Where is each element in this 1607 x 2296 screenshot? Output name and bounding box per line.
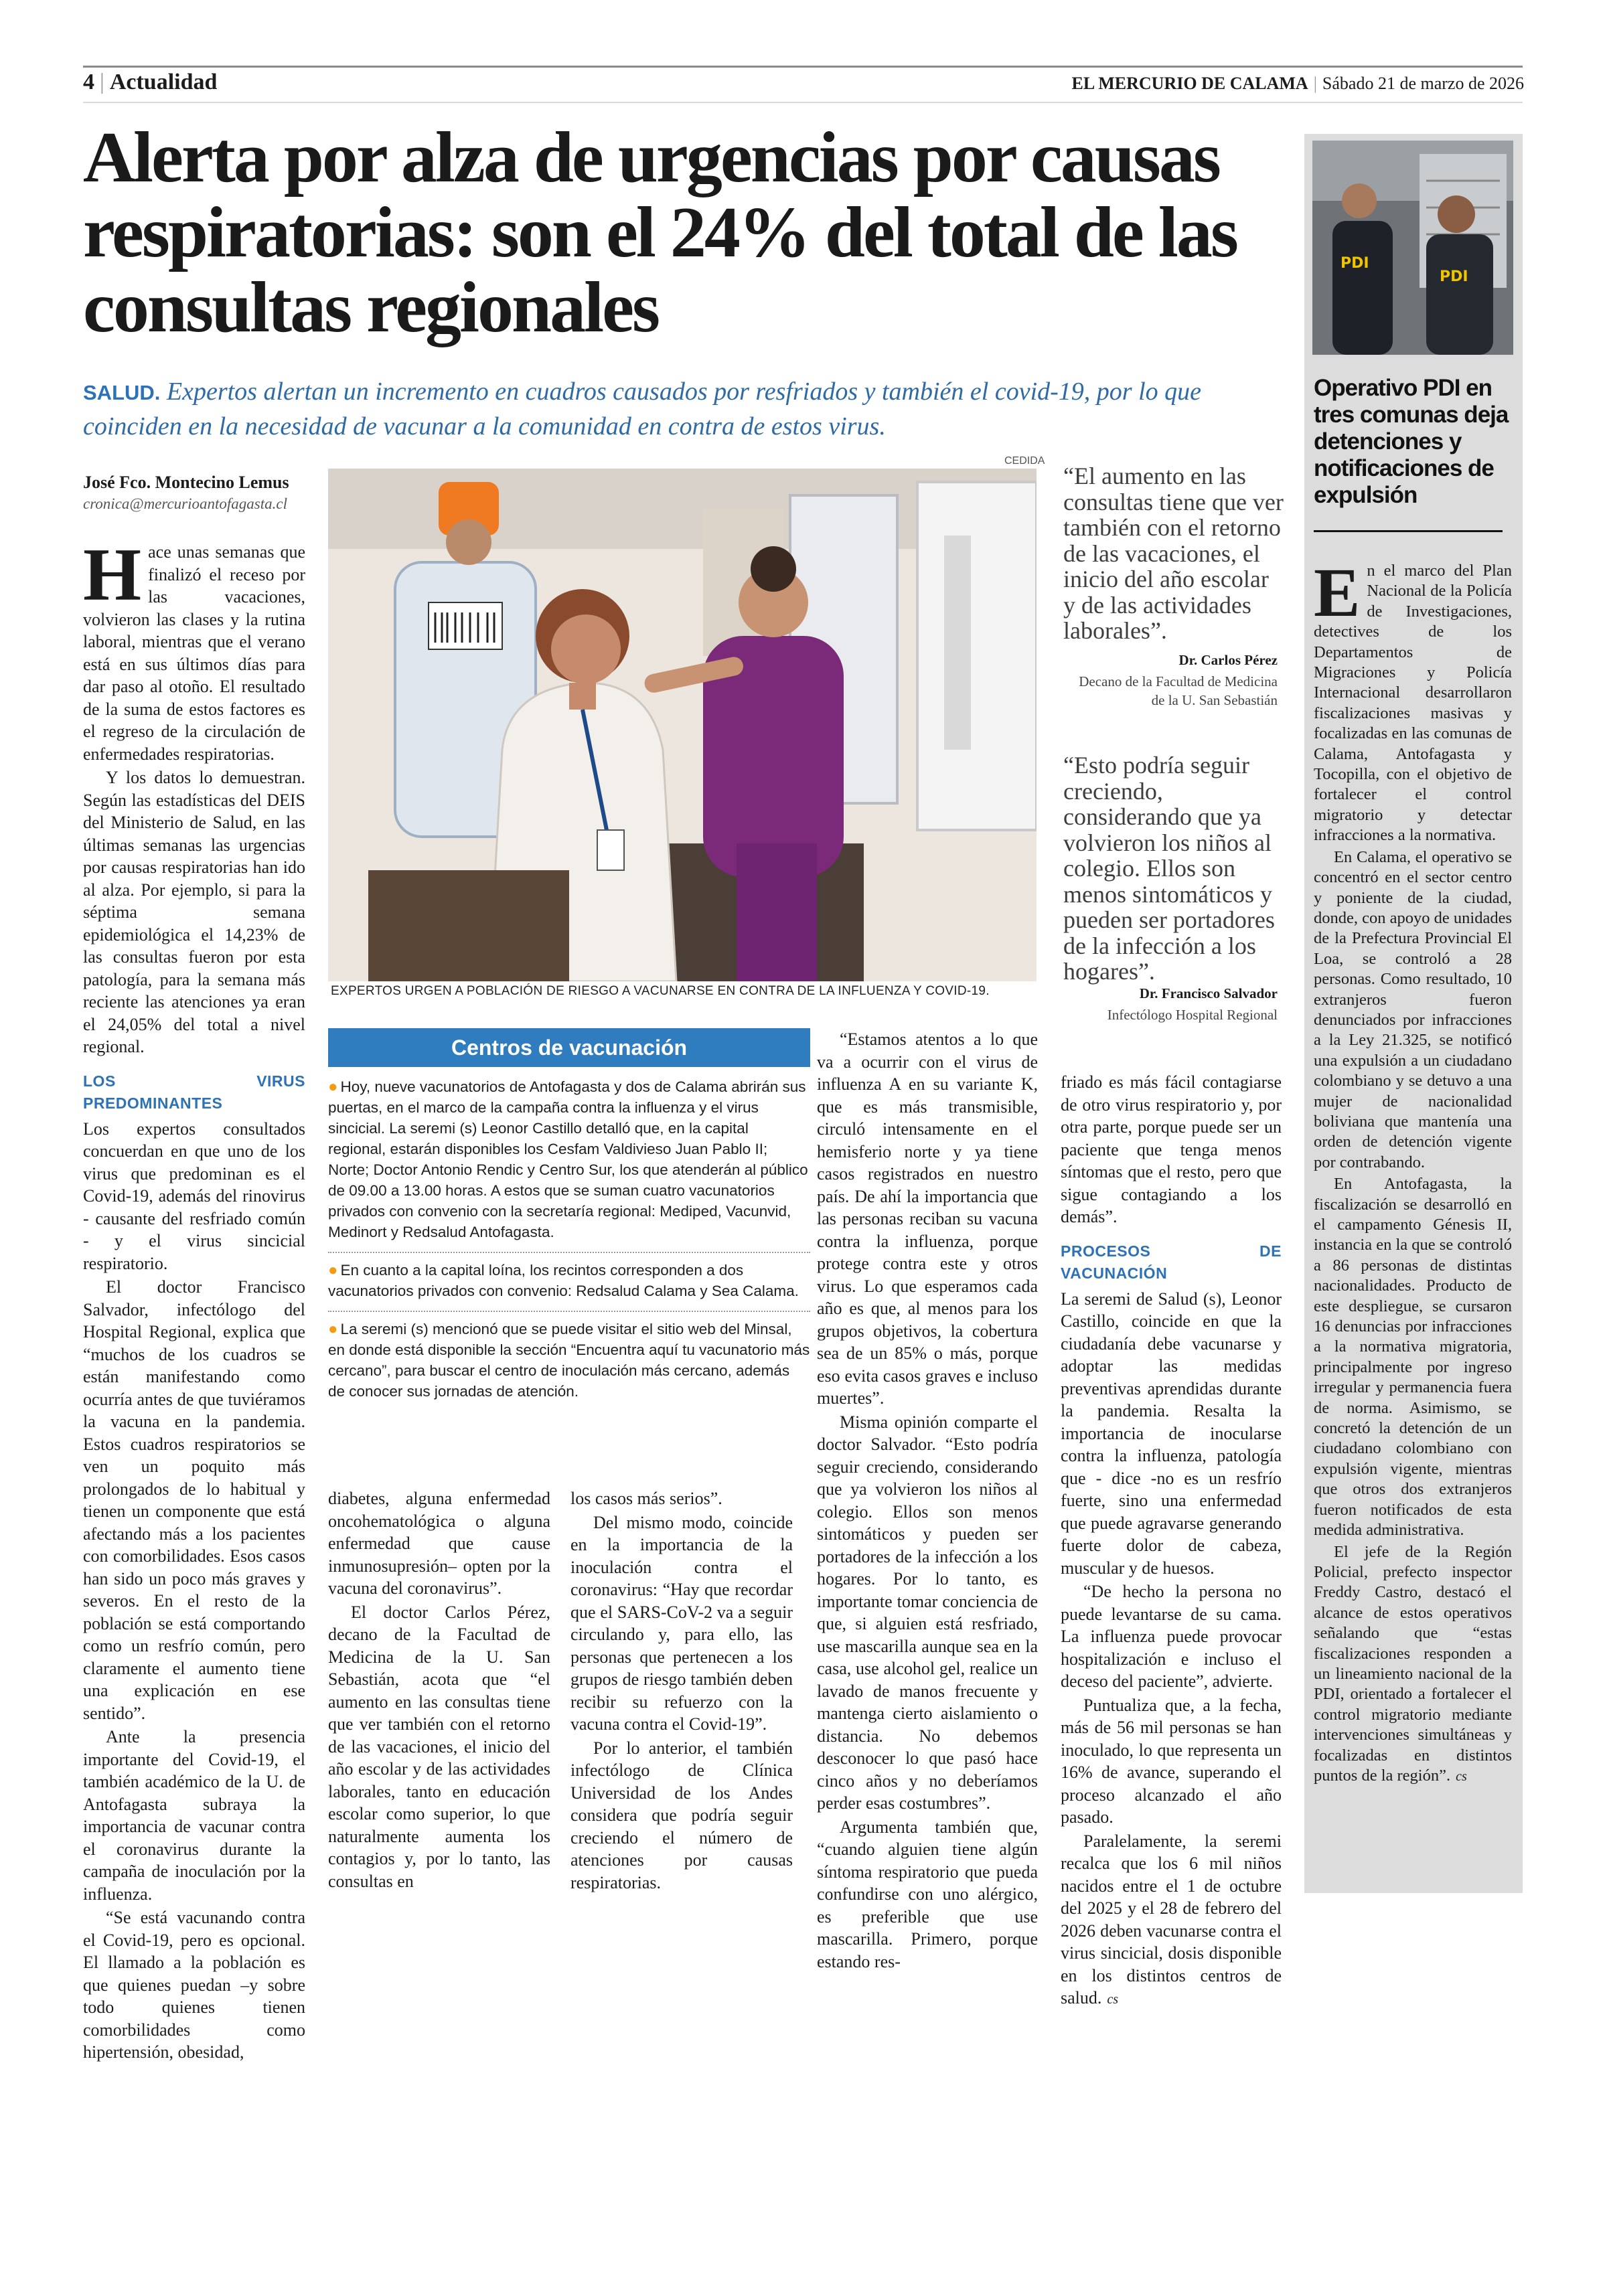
bullet-dot-icon: ●	[328, 1078, 338, 1096]
dateline: EL MERCURIO DE CALAMA | Sábado 21 de marzo de 2026	[1071, 74, 1524, 93]
end-mark-icon: cs	[1456, 1769, 1467, 1784]
photo-caption: EXPERTOS URGEN A POBLACIÓN DE RIESGO A VACUNARSE EN CONTRA DE LA INFLUENZA Y COVID-19.	[331, 984, 990, 998]
paragraph: Paralelamente, la seremi recalca que los 6 mil niños nacidos entre el 1 de octubre del 2025 y el 28 de febrero del 2026 deben vacunarse contra el virus sincicial, dosis disponible en los distintos centros de salud. cs	[1061, 1831, 1282, 2007]
article-column-1	[83, 534, 305, 2065]
vaccination-photo	[328, 469, 1037, 981]
bullet-dot-icon: ●	[328, 1320, 338, 1338]
paragraph: “Estamos atentos a lo que va a ocurrir con el virus de influenza A en su variante K, que es más transmisible, circuló intensamente en el hemisferio norte y ya tiene casos registrados en nuestro país. De ahí la importancia que las personas reciban su vacuna contra la influenza, porque protege contra este y otros virus. Lo que esperamos cada año es que, al menos para los grupos objetivos, la cobertura sea de un 85% o más, porque eso evita casos graves e incluso muertes”.	[817, 1030, 1038, 1408]
drop-cap: H	[83, 534, 142, 617]
paragraph: Ante la presencia importante del Covid-19, el también académico de la U. de Antofagasta subraya la importancia de vacunar contra el coronavirus durante la campaña de inoculación por la influenza.	[83, 1727, 305, 1904]
deck	[83, 375, 1282, 443]
pull-quote-2: “Esto podría seguir creciendo, considerando que ya volvieron los niños al colegio. Ellos son menos sintomáticos y pueden ser portadores de la infección a los hogares”.	[1063, 752, 1275, 985]
pdi-photo	[1312, 141, 1513, 355]
paragraph: Por lo anterior, el también infectólogo de Clínica Universidad de los Andes considera que podría seguir creciendo el número de atenciones por causas respiratorias.	[570, 1738, 793, 1892]
pdi-vest-label-2: PDI	[1440, 268, 1468, 285]
article-column-4	[817, 1028, 1038, 1974]
pull-quote-1: “El aumento en las consultas tiene que ver también con el retorno de las vacaciones, el inicio del año escolar y de las actividades laborales”.	[1063, 463, 1284, 644]
end-mark-icon: cs	[1107, 1992, 1119, 2007]
article-column-3	[570, 1487, 793, 1895]
vaccination-illustration	[328, 469, 1037, 981]
quote-2-name: Dr. Francisco Salvador	[1139, 985, 1278, 1001]
photo-credit: CEDIDA	[1004, 455, 1045, 467]
author-email: cronica@mercurioantofagasta.cl	[83, 495, 287, 512]
paragraph: El doctor Francisco Salvador, infectólogo del Hospital Regional, explica que “muchos de los cuadros se están manifestando como ocurría antes de que tuviéramos la vacuna en la pandemia. Estos cuadros respiratorios se ven un poquito más prolongados de lo habitual y tienen un componente que está afectando más a los pacientes con comorbilidades. Esos casos han sido un poco más graves y severos. En el resto de la población se está comportando como un resfrío común, pero claramente el aumento tiene una explicación en ese sentido”.	[83, 1277, 305, 1723]
paragraph: El doctor Carlos Pérez, decano de la Facultad de Medicina de la U. San Sebastián, acota que “el aumento en las consultas tiene que ver también con el retorno de las vacaciones, el inicio del año escolar y de las actividades laborales, tanto en educación escolar como superior, lo que naturalmente aumenta los contagios y, por lo tanto, las consultas en	[328, 1602, 550, 1891]
sidebar-title: Operativo PDI en tres comunas deja detenciones y notificaciones de expulsión	[1314, 375, 1509, 508]
top-rule	[83, 66, 1523, 68]
vaccination-centers-box-title: Centros de vacunación	[328, 1028, 810, 1067]
vaccination-centers-box	[328, 1067, 810, 1411]
publication-date: Sábado 21 de marzo de 2026	[1322, 74, 1524, 93]
byline: José Fco. Montecino Lemus	[83, 473, 289, 492]
deck-text: Expertos alertan un incremento en cuadros causados por resfriados y también el covid-19, por lo que coinciden en la necesidad de vacunar a la comunidad en contra de estos virus.	[83, 378, 1201, 440]
article-column-5	[1061, 1071, 1282, 2013]
bullet-dot-icon: ●	[328, 1261, 338, 1279]
sidebar-rule	[1314, 530, 1503, 532]
quote-1-name: Dr. Carlos Pérez	[1178, 652, 1278, 668]
pdi-officers-illustration	[1312, 141, 1513, 355]
pdi-vest-label-1: PDI	[1341, 255, 1369, 272]
drop-cap: E	[1314, 554, 1361, 631]
kicker: SALUD.	[83, 381, 161, 404]
box-bullet: ● En cuanto a la capital loína, los recintos corresponden a dos vacunatorios privados con convenio: Redsalud Calama y Sea Calama.	[328, 1252, 810, 1301]
subhead-virus: LOS VIRUS PREDOMINANTES	[83, 1072, 305, 1112]
header-rule	[83, 102, 1523, 103]
headline: Alerta por alza de urgencias por causas respiratorias: son el 24% del total de las consultas regionales	[83, 118, 1237, 347]
paragraph: El jefe de la Región Policial, prefecto inspector Freddy Castro, destacó el alcance de estos operativos señalando que “estas fiscalizaciones responden a un lineamiento nacional de la PDI, orientado a fortalecer el control migratorio mediante intervenciones simultáneas y focalizadas en distintos puntos de la región”. cs	[1314, 1542, 1512, 1785]
paragraph: Los expertos consultados concuerdan en que uno de los virus que predominan es el Covid-19, además del rinovirus - causante del resfriado común - y el virus sincicial respiratorio.	[83, 1119, 305, 1273]
paragraph: Argumenta también que, “cuando alguien tiene algún síntoma respiratorio que pueda confundirse con uno alérgico, es preferible que use mascarilla. Primero, porque estando res-	[817, 1817, 1038, 1971]
paragraph: Del mismo modo, coincide en la importancia de la inoculación contra el coronavirus: “Hay que recordar que el SARS-CoV-2 va a seguir circulando y, para ello, las personas que pertenecen a los grupos de riesgo también deben recibir su refuerzo con la vacuna contra el Covid-19”.	[570, 1512, 793, 1734]
paragraph: diabetes, alguna enfermedad oncohematológica o alguna enfermedad que cause inmunosupresión– opten por la vacuna del coronavirus”.	[328, 1489, 550, 1598]
article-column-2	[328, 1487, 550, 1894]
section-name: Actualidad	[109, 70, 218, 94]
paragraph: Hace unas semanas que finalizó el receso por las vacaciones, volvieron las clases y la rutina laboral, mientras que el verano está en sus últimos días para dar paso al otoño. El resultado de la suma de estos factores es el regreso de la circulación de enfermedades respiratorias.	[83, 534, 305, 764]
paragraph: Misma opinión comparte el doctor Salvador. “Esto podría seguir creciendo, considerando que ya volvieron los niños al colegio. Ellos son menos sintomáticos y pueden ser portadores de la infección a los hogares. Por lo tanto, es importante tomar conciencia de que, si alguien está resfriado, use mascarilla aunque sea en la casa, use alcohol gel, realice un lavado de manos frecuente y mantenga cierto aislamiento o distancia. No debemos desconocer lo que pasó hace cinco años y no deberíamos perder esas costumbres”.	[817, 1412, 1038, 1813]
paragraph: “De hecho la persona no puede levantarse de su cama. La influenza puede provocar hospitalización e incluso el deceso del paciente”, advierte.	[1061, 1582, 1282, 1691]
paragraph: Puntualiza que, a la fecha, más de 56 mil personas se han inoculado, lo que representa un 16% de avance, superando el proceso alcanzado el año pasado.	[1061, 1695, 1282, 1827]
paragraph: los casos más serios”.	[570, 1489, 722, 1508]
paragraph: En Antofagasta, la fiscalización se desarrolló en el campamento Génesis II, instancia en la que se controló a 86 personas de distintas nacionalidades. Producto de este despliegue, se cursaron 16 denuncias por infracciones a la normativa migratoria, principalmente por ingreso irregular y permanencia fuera de norma. Asimismo, se concretó la detención de un ciudadano colombiano con expulsión vigente, mientras que otros dos extranjeros fueron notificados de esta medida administrativa.	[1314, 1175, 1512, 1540]
quote-2-title: Infectólogo Hospital Regional	[1107, 1007, 1278, 1023]
page-number: 4	[83, 70, 94, 94]
paragraph: friado es más fácil contagiarse de otro virus respiratorio y, por otra parte, porque puede ser un paciente que tenga menos síntomas que el resto, pero que sigue contagiando a los demás”.	[1061, 1072, 1282, 1226]
publication-name: EL MERCURIO DE CALAMA	[1071, 74, 1308, 93]
page-folio: 4 | Actualidad	[83, 70, 218, 94]
subhead-vaccination: PROCESOS DE VACUNACIÓN	[1061, 1242, 1282, 1282]
sidebar-text	[1314, 554, 1512, 1788]
paragraph: Y los datos lo demuestran. Según las estadísticas del DEIS del Ministerio de Salud, en las últimas semanas las urgencias por causas respiratorias han ido al alza. Por ejemplo, si para la séptima semana epidemiológica el 14,23% de las consultas fueron por esta patología, para la semana más reciente las atenciones ya eran el 24,05% del total a nivel regional.	[83, 768, 305, 1056]
box-bullet: ● La seremi (s) mencionó que se puede visitar el sitio web del Minsal, en donde está disponible la sección “Encuentra aquí tu vacunatorio más cercano”, para buscar el centro de inoculación más cercano, además de conocer sus jornadas de atención.	[328, 1311, 810, 1402]
quote-1-title: Decano de la Facultad de Medicina de la U. San Sebastián	[1079, 673, 1278, 708]
paragraph: En el marco del Plan Nacional de la Policía de Investigaciones, detectives de los Departamentos de Migraciones y Policía Internacional desarrollaron fiscalizaciones masivas y focalizadas en las comunas de Calama, Antofagasta y Tocopilla, con el objetivo de fortalecer el control migratorio y detectar infracciones a la normativa.	[1314, 554, 1512, 845]
paragraph: La seremi de Salud (s), Leonor Castillo, coincide en que la ciudadanía debe vacunarse y adoptar las medidas preventivas aprendidas durante la pandemia. Resalta la importancia de inocularse contra la influenza, patología que - dice -no es un resfrío fuerte, sino una enfermedad que puede agravarse generando fuerte dolor de cabeza, muscular y de huesos.	[1061, 1289, 1282, 1578]
paragraph: “Se está vacunando contra el Covid-19, pero es opcional. El llamado a la población es que quienes puedan –y sobre todo quienes tienen comorbilidades como hipertensión, obesidad,	[83, 1908, 305, 2062]
box-bullet: ● Hoy, nueve vacunatorios de Antofagasta y dos de Calama abrirán sus puertas, en el marco de la campaña contra la influenza y el virus sincicial. La seremi (s) Leonor Castillo detalló que, en la capital regional, estarán disponibles los Cesfam Valdivieso Juan Pablo II; Norte; Doctor Antonio Rendic y Centro Sur, los que atenderán al público de 09.00 a 13.00 horas. A estos que se suman cuatro vacunatorios privados con convenio con la secretaría regional: Mediped, Vacunvid, Medinort y Redsalud Antofagasta.	[328, 1078, 808, 1240]
paragraph: En Calama, el operativo se concentró en el sector centro y poniente de la ciudad, donde, con apoyo de unidades de la Prefectura Provincial El Loa, se controló a 28 personas. Como resultado, 10 extranjeros fueron denunciados por infracciones a la Ley 21.325, se notificó una expulsión a un ciudadano colombiano y se detuvo a una mujer de nacionalidad boliviana que mantenía una orden de detención vigente por contrabando.	[1314, 847, 1512, 1171]
